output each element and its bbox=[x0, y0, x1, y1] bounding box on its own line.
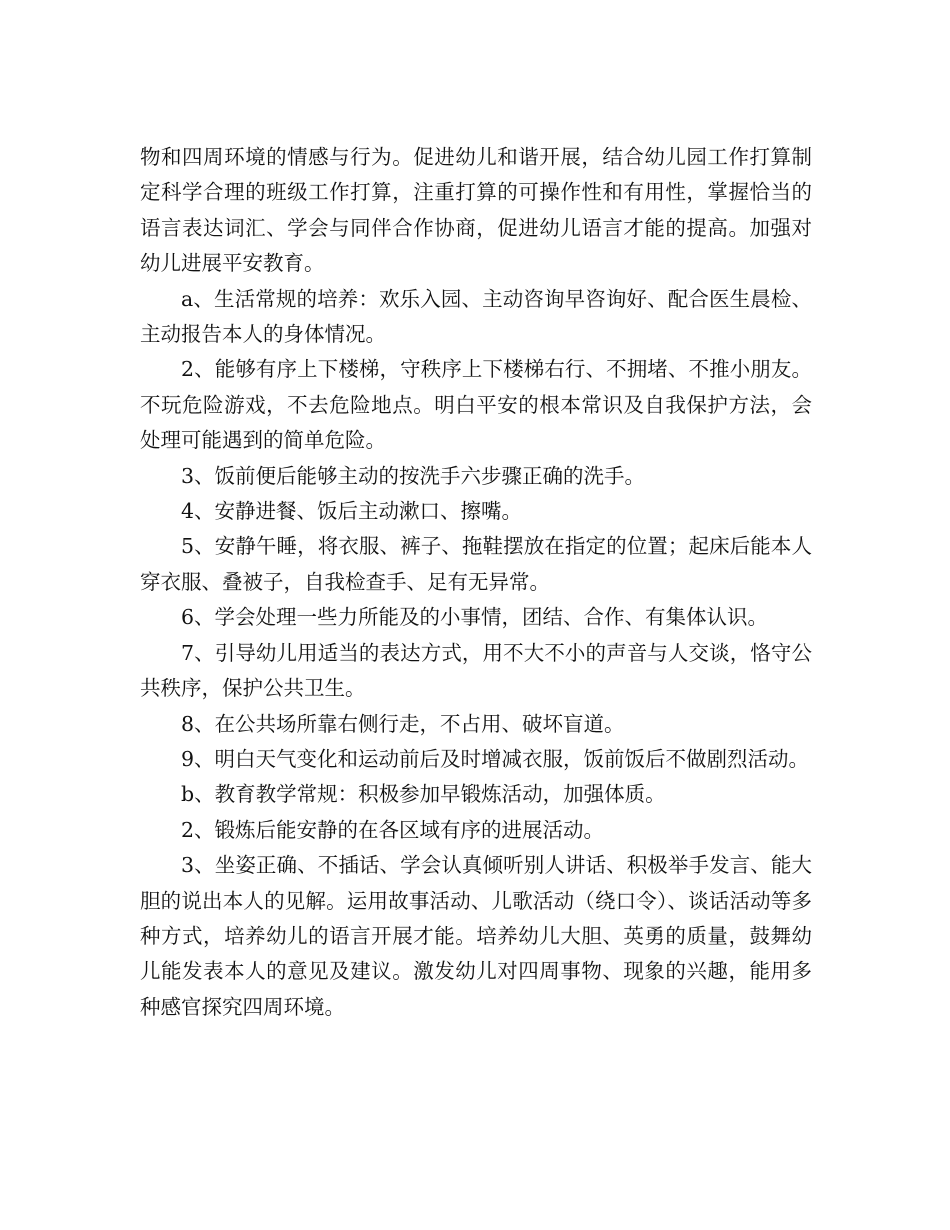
paragraph-7: 6、学会处理一些力所能及的小事情，团结、合作、有集体认识。 bbox=[181, 605, 769, 630]
paragraph-8: 7、引导幼儿用适当的表达方式，用不大不小的声音与人交谈，恪守公共秩序，保护公共卫生。 bbox=[140, 640, 812, 701]
document-body bbox=[140, 140, 812, 1025]
paragraph-3: 2、能够有序上下楼梯，守秩序上下楼梯右行、不拥堵、不推小朋友。不玩危险游戏，不去危险地点。明白平安的根本常识及自我保护方法，会处理可能遇到的简单危险。 bbox=[140, 357, 812, 453]
paragraph-12: 2、锻炼后能安静的在各区域有序的进展活动。 bbox=[181, 817, 605, 842]
paragraph-13: 3、坐姿正确、不插话、学会认真倾听别人讲话、积极举手发言、能大胆的说出本人的见解。运用故事活动、儿歌活动（绕口令）、谈话活动等多种方式，培养幼儿的语言开展才能。培养幼儿大胆、英勇的质量，鼓舞幼儿能发表本人的意见及建议。激发幼儿对四周事物、现象的兴趣，能用多种感官探究四周环境。 bbox=[140, 853, 812, 1019]
paragraph-9: 8、在公共场所靠右侧行走，不占用、破坏盲道。 bbox=[181, 711, 625, 736]
paragraph-4: 3、饭前便后能够主动的按洗手六步骤正确的洗手。 bbox=[181, 463, 646, 488]
paragraph-5: 4、安静进餐、饭后主动漱口、擦嘴。 bbox=[181, 499, 523, 524]
paragraph-2: a、生活常规的培养：欢乐入园、主动咨询早咨询好、配合医生晨检、主动报告本人的身体情况。 bbox=[140, 286, 812, 347]
paragraph-10: 9、明白天气变化和运动前后及时增减衣服，饭前饭后不做剧烈活动。 bbox=[181, 746, 810, 771]
paragraph-11: b、教育教学常规：积极参加早锻炼活动，加强体质。 bbox=[181, 782, 666, 807]
paragraph-6: 5、安静午睡，将衣服、裤子、拖鞋摆放在指定的位置；起床后能本人穿衣服、叠被子，自我检查手、足有无异常。 bbox=[140, 534, 812, 594]
paragraph-1: 物和四周环境的情感与行为。促进幼儿和谐开展，结合幼儿园工作打算制定科学合理的班级工作打算，注重打算的可操作性和有用性，掌握恰当的语言表达词汇、学会与同伴合作协商，促进幼儿语言才能的提高。加强对幼儿进展平安教育。 bbox=[140, 145, 812, 276]
